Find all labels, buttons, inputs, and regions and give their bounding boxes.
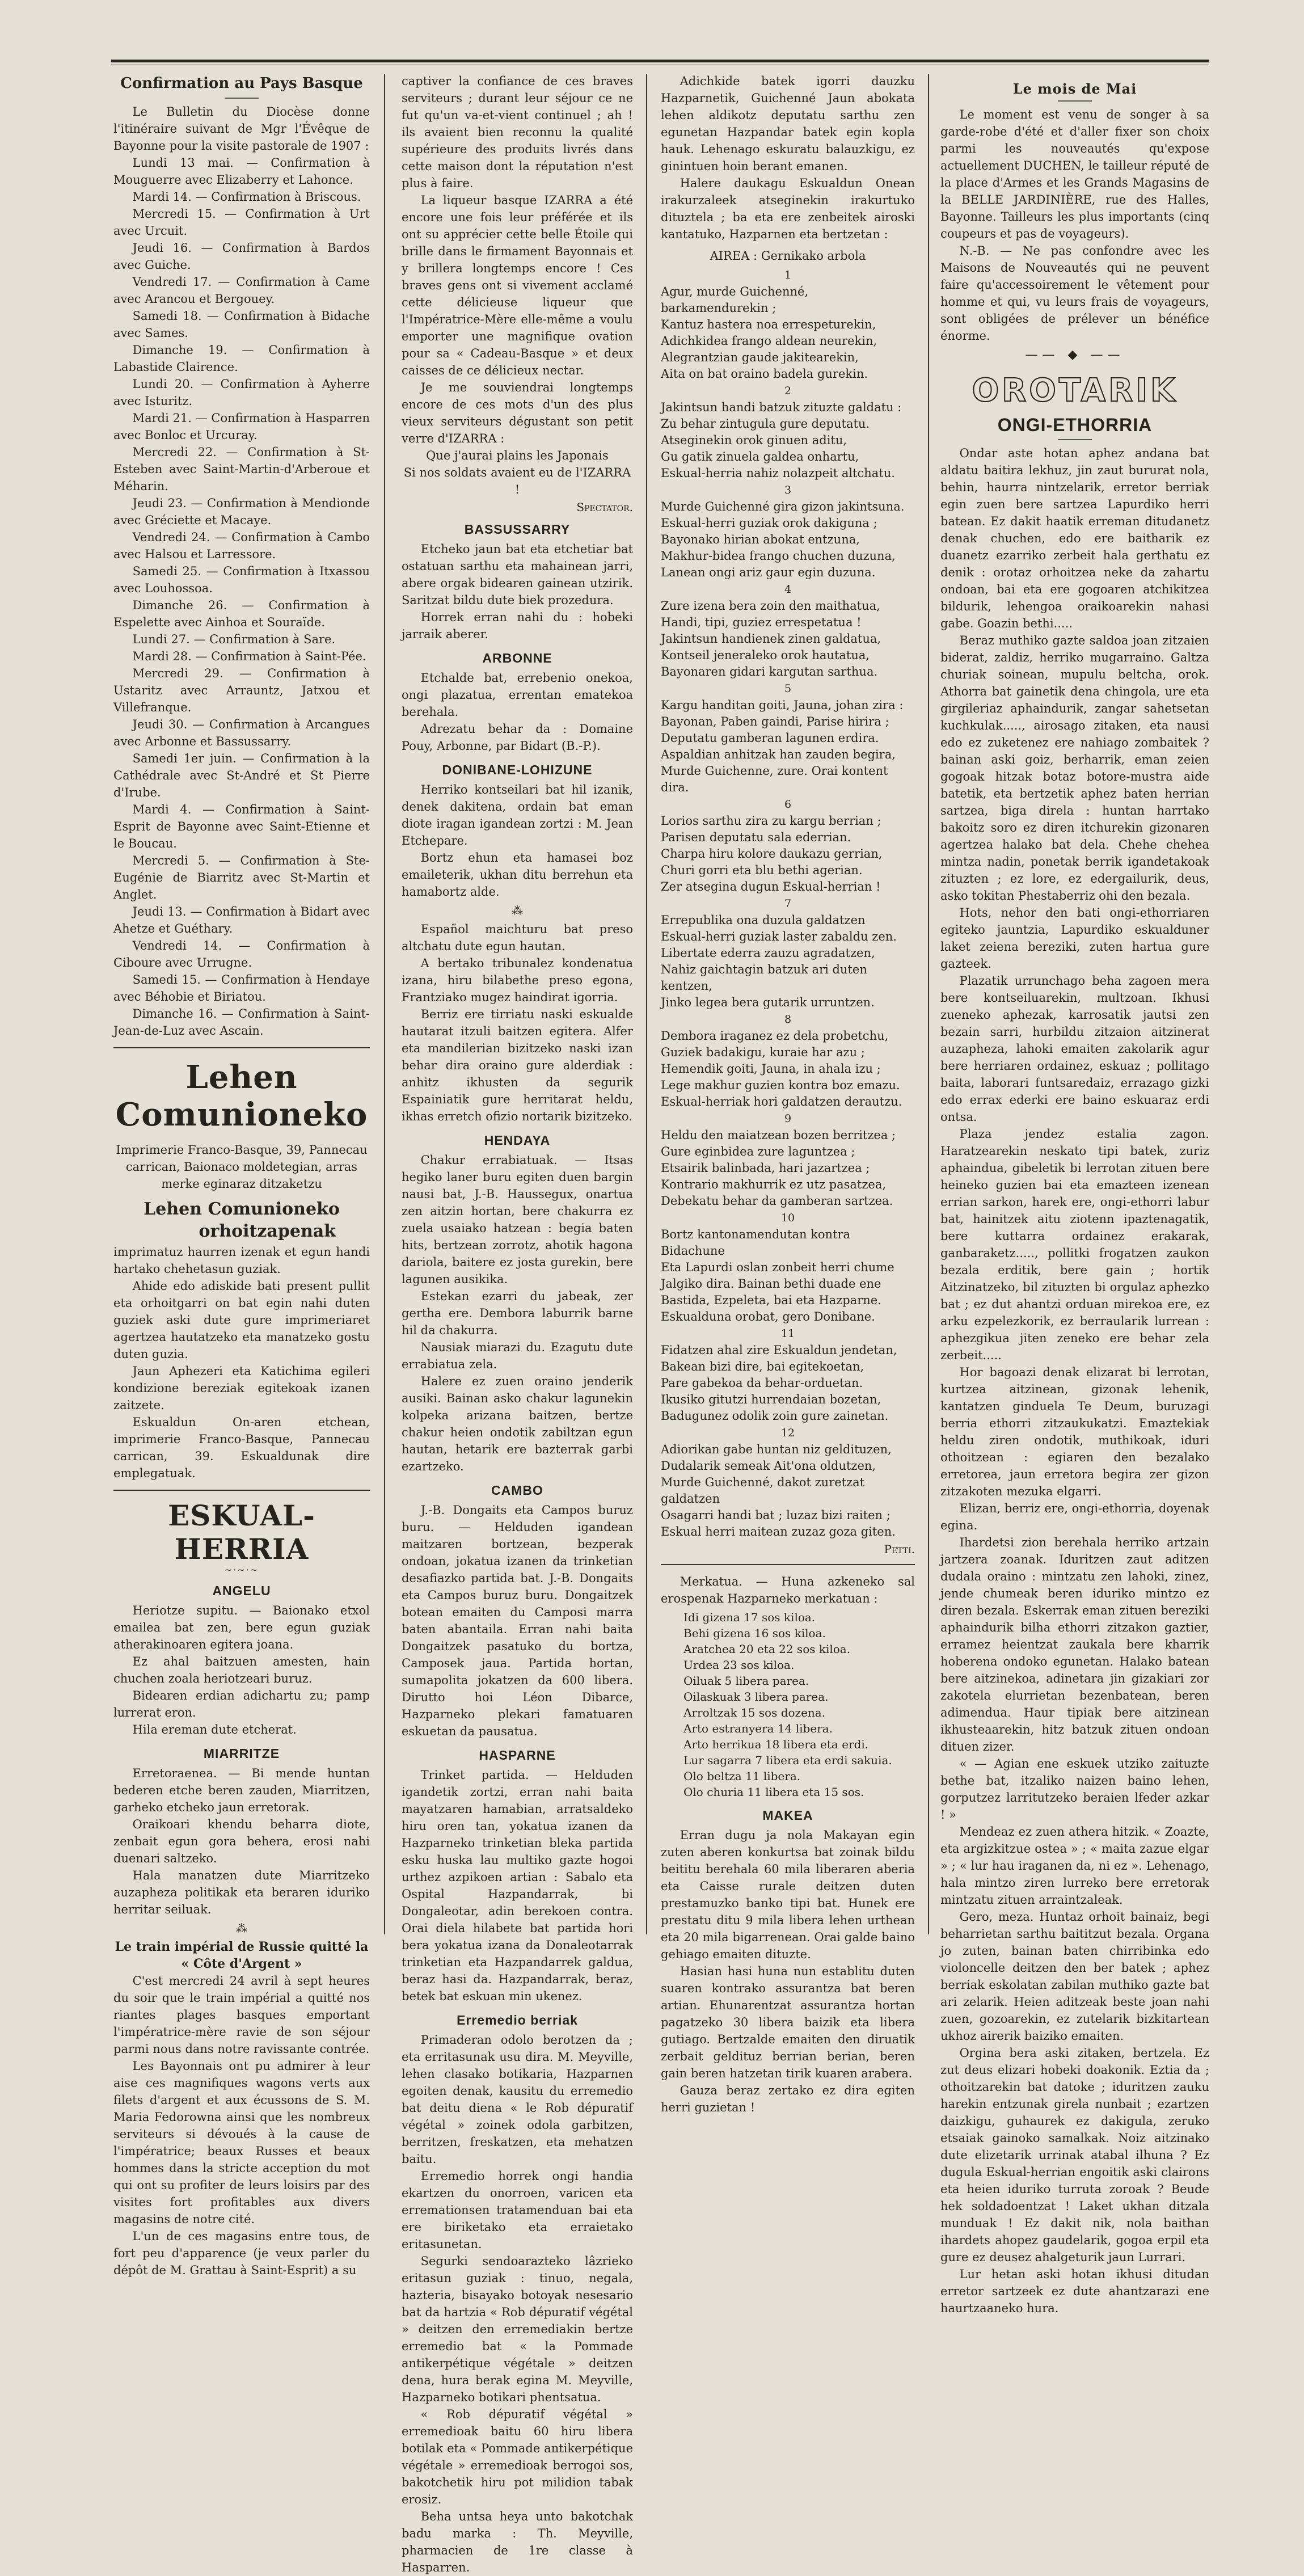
verse-line: Libertate ederra zauzu agradatzen,: [661, 946, 875, 960]
verse-line: Agur, murde Guichenné, barkamendurekin ;: [661, 285, 809, 315]
izarra-quote: Si nos soldats avaient eu de l'IZARRA !: [403, 466, 631, 496]
verse-number: 10: [780, 1212, 795, 1224]
verse-number: 4: [784, 583, 792, 596]
verse-line: Errepublika ona duzula galdatzen: [661, 913, 866, 927]
verse-line: Eskual-herri guziak laster zabaldu zen.: [661, 930, 897, 943]
train-title: Le train impérial de Russie quitté la « Côte d'Argent »: [115, 1940, 369, 1971]
verse-line: Alegrantzian gaude jakitearekin,: [661, 351, 859, 364]
price-item: Aratchea 20 eta 22 sos kiloa.: [683, 1642, 851, 1656]
section-rule: [113, 1047, 370, 1048]
verse-line: Hemendik goiti, Jauna, in ahala izu ;: [661, 1062, 881, 1076]
confirmation-list: [113, 154, 370, 1039]
verse-line: Eskual-herria nahiz nolazpeit altchatu.: [661, 466, 895, 480]
price-item: Arroltzak 15 sos dozena.: [683, 1706, 826, 1719]
ongi-text: Plazatik urrunchago beha zagoen mera bere kontseiluarekin, multzoan. Ikhusi zueneko aphezak, karrosatik jautsi zen bezain sarri, hurbildu zitzaion aitzinerat auzapheza, lahoki emaiten zakolarik agur bere herriaren ordainez, eskuaz ; pollitago baita, laborari funtsaredaiz, errazago gizki edo errax ederki ere baino eskuaraz erdi ontsa.: [940, 974, 1209, 1124]
verse-line: Adichkidea frango aldean neurekin,: [661, 334, 877, 348]
confirmation-item: Lundi 27. — Confirmation à Sare.: [132, 633, 336, 646]
confirmation-item: Samedi 1er juin. — Confirmation à la Cathédrale avec St-André et St Pierre d'Irube.: [113, 752, 370, 799]
izarra-quote: Que j'aurai plains les Japonais: [426, 449, 609, 462]
izarra-text: captiver la confiance de ces braves serviteurs ; durant leur séjour ce ne fut qu'un va-et-vient continuel ; ah ! ils avaient bien reconnu la qualité supérieure des produits livrés dans cette maison dont la réputation n'est plus à faire.: [402, 74, 633, 190]
price-item: Behi gizena 16 sos kiloa.: [683, 1626, 826, 1640]
signature: Spectator.: [576, 500, 633, 514]
verse-line: Jakintsun handi batzuk zituzte galdatu :: [661, 400, 902, 414]
verse-line: Dudalarik semeak Ait'ona oldutzen,: [661, 1459, 876, 1473]
ongi-text: Elizan, berriz ere, ongi-ethorria, doyenak egina.: [940, 1502, 1209, 1532]
erremedio-text: Segurki sendoarazteko lâzrieko eritasun guziak : tinuo, negala, hazteria, bisayako botoyak nesesario bat da hartzia « Rob dépuratif végétal » deitzen den erremediakin bertze erremedio bat « la Pommade antikerpétique végétale » deitzen dena, hura berak egina M. Meyville, Hazparneko botikari phentsatua.: [402, 2254, 633, 2404]
eskual-herria-title: ESKUAL-HERRIA: [168, 1499, 315, 1566]
masthead-rule: [111, 60, 1209, 62]
communion-imprimerie: Imprimerie Franco-Basque, 39, Pannecau carrican, Baionaco moldetegian, arras merke eginaraz ditzaketzu: [116, 1143, 368, 1191]
communion-text: imprimatuz haurren izenak et egun handi hartako chehetasun guziak.: [113, 1245, 370, 1276]
title-dash: [1058, 100, 1092, 102]
confirmation-item: Jeudi 16. — Confirmation à Bardos avec Guiche.: [113, 241, 370, 272]
section-rule: [661, 1564, 915, 1565]
verse-line: Dembora iraganez ez dela probetchu,: [661, 1029, 889, 1043]
orotarik-title: OROTARIK: [972, 372, 1178, 409]
verse-number: 9: [784, 1112, 792, 1125]
ongi-text: Ihardetsi zion berehala herriko artzain jartzera zoanak. Iduritzen zaut aditzen dudala oraino : mintzatu zen lahoki, zinez, jende chumeak beren iduriko mintzo ez diren bezala. Eskerrak eman zituen bereziki aphaindurik bilha ethorri zitzakon gaztier, erramez heientzat zaukala bere kharrik hoberena ondoko egunetan. Halako batean bere aitzinekoa, adinetara jin gizakiari zor zakotela elurrietan bezenbatean, beren adimendua. Haur tipiak bere aitzinean ikhusteaarekin, hitz batzuk zituen ondoan dituen zizer.: [940, 1536, 1209, 1753]
makea-text: Gauza beraz zertako ez dira egiten herri guzietan !: [661, 2084, 915, 2114]
verse-line: Kantuz hastera noa errespeturekin,: [661, 318, 876, 331]
verse-line: Churi gorri eta blu bethi agerian.: [661, 863, 863, 877]
verse-line: Zer atsegina dugun Eskual-herrian !: [661, 880, 881, 893]
confirmation-item: Mercredi 15. — Confirmation à Urt avec Urcuit.: [113, 207, 370, 238]
miarritze-text: Erretoraenea. — Bi mende huntan bederen etche beren zauden, Miarritzen, garheko etcheko jaun erretorak.: [113, 1766, 370, 1814]
verse-number: 6: [784, 798, 792, 811]
confirmation-item: Dimanche 16. — Confirmation à Saint-Jean-de-Luz avec Ascain.: [113, 1007, 370, 1038]
confirmation-item: Mercredi 5. — Confirmation à Ste-Eugénie de Biarritz avec St-Martin et Anglet.: [113, 854, 370, 901]
donibane-title: DONIBANE-LOHIZUNE: [442, 762, 593, 777]
verse-line: Bakean bizi dire, bai egitekoetan,: [661, 1360, 864, 1373]
confirmation-item: Vendredi 24. — Confirmation à Cambo avec Halsou et Larressore.: [113, 530, 370, 561]
verse-line: Badugunez odolik zoin gure zainetan.: [661, 1409, 889, 1423]
verse-number: 3: [784, 484, 792, 496]
ongi-text: « — Agian ene eskuek utziko zaituzte bethe bat, itzaliko naizen baino lehen, gorputzez larritutzeko beraien lfeder azkar ! »: [940, 1757, 1209, 1822]
verse-line: Eskual-herriak hori galdatzen derautzu.: [661, 1095, 902, 1108]
hendaya-text: Halere ez zuen oraino jenderik ausiki. Bainan asko chakur lagunekin kolpeka arizana baitzen, bertze chakur heien ondotik zabiltzan egun hautan, hetarik ere bazterrak garbi ezartzeko.: [402, 1375, 633, 1473]
hendaya-text: Nausiak miarazi du. Ezagutu dute errabiatua zela.: [402, 1340, 633, 1371]
confirmation-item: Vendredi 14. — Confirmation à Ciboure avec Urrugne.: [113, 939, 370, 969]
price-list: [661, 1609, 915, 1800]
verse-line: Zure izena bera zoin den maithatua,: [661, 599, 880, 613]
mois-text: N.-B. — Ne pas confondre avec les Maisons de Nouveautés qui ne peuvent faire qu'accessoirement le vêtement pour homme et qui, vu leurs frais de voyageurs, sont obligées de prélever un bénéfice énorme.: [940, 244, 1209, 343]
izarra-text: La liqueur basque IZARRA a été encore une fois leur préférée et ils ont su apprécier cette belle Étoile qui brille dans le firmament Bayonnais et y brillera longtemps encore ! Ces braves gens ont si vivement acclamé cette délicieuse liqueur que l'Impératrice-Mère elle-même a voulu emporter une magnifique ovation pour sa « Cadeau-Basque » et deux caisses de ce délicieux nectar.: [402, 193, 633, 377]
erremedio-text: Erremedio horrek ongi handia ekartzen du onorroen, varicen eta erremationsen tratamenduan bai eta ere biriketako eta erraietako eritasunetan.: [402, 2169, 633, 2251]
price-item: Olo beltza 11 libera.: [683, 1769, 801, 1783]
hendaya-title: HENDAYA: [484, 1133, 551, 1148]
angelu-text: Bidearen erdian adichartu zu; pamp lurrerat eron.: [113, 1689, 370, 1719]
confirmation-item: Samedi 18. — Confirmation à Bidache avec Sames.: [113, 309, 370, 340]
hendaya-text: Chakur errabiatuak. — Itsas hegiko laner buru egiten duen bargin nausi bat, J.-B. Haussegux, onartua zen aitzin hortan, bere chakurra ez zuela usaiako hatzean : begia baten hits, bertzean zorrotz, ahotik hagona dariola, baitere ez josta gurekin, bere lagunen ausikika.: [402, 1153, 633, 1286]
verses: [661, 269, 915, 1540]
ongi-text: Beraz muthiko gazte saldoa joan zitzaien biderat, zaldiz, herriko mugarraino. Galtza churiak soinean, mupulu beltcha, orok. Athorra bat gainetik dena chingola, ure eta girgileriaz aphaindurik, zangar sahetsetan kuchkulak....., airosago zitaken, eta nausi edo ez zuketenez ere nahiago zombaitek ? bainan aski goiz, berharrik, eman zeien gogoak hitzak botaz botore-mustra aide batetik, eta bertzetik aphez baten herrian sartzea, biga direla : huntan harrtako bakoitz soro ez diren itchurekin gizonaren agertzea halako bat dela. Chehe chehea mintza nadin, ponetak berrik igandetakoak zituzten ; ez lore, ez edergailurik, deus, asko tokitan Phestaberriz ohi den bezala.: [940, 634, 1209, 903]
verse-number: 7: [784, 897, 792, 910]
verse-line: Jakintsun handienek zinen galdatua,: [661, 632, 881, 646]
makea-text: Hasian hasi huna nun establitu duten suaren kontrako assurantza bat beren artian. Ehunarentzat assurantza hortan pagatzeko 30 libera baizik eta libera gutiago. Bertzalde emaiten den diruatik zerbait geldituz berrian berian, beren gain beren hatzetan tirik kuaren arabera.: [661, 1964, 915, 2080]
confirmation-item: Jeudi 13. — Confirmation à Bidart avec Ahetze et Guéthary.: [113, 905, 370, 935]
angelu-text: Heriotze supitu. — Baionako etxol emailea bat zen, bere egun guziak atherakinoaren egitera joana.: [113, 1604, 370, 1651]
verse-line: Murde Guichenné gira gizon jakintsuna.: [661, 500, 905, 513]
verse-number: 5: [784, 682, 792, 695]
communion-subtitle: Lehen Comunioneko: [144, 1199, 340, 1219]
ongi-text: Mendeaz ez zuen athera hitzik. « Zoazte, eta argizkitzue ostea » ; « maita zazue elgar » ; « lur hau iraganen da, ni ez ». Lehenago, hala mintzo ziren lurreko bere erretorak mintzatu zituen arraintzaleak.: [940, 1825, 1209, 1907]
price-item: Lur sagarra 7 libera eta erdi sakuia.: [683, 1753, 892, 1767]
mois-text: Le moment est venu de songer à sa garde-robe d'été et d'aller fixer son choix parmi les nouveautés qu'expose actuellement DUCHEN, le tailleur réputé de la place d'Armes et les Grands Magasins de la BELLE JARDINIÈRE, rue des Halles, Bayonne. Tailleurs les plus importants (cinq coupeurs et pas de voyageurs).: [940, 108, 1209, 241]
arbonne-title: ARBONNE: [482, 651, 552, 665]
verse-line: Pare gabekoa da behar-orduetan.: [661, 1376, 863, 1390]
erremedio-title: Erremedio berriak: [457, 2013, 578, 2027]
column-rule-2: [646, 74, 647, 1934]
verse-line: Bayonaren gidari kargutan sarthua.: [661, 665, 878, 678]
kopla-intro: Halere daukagu Eskualdun Onean irakurzaleek atseginekin irakurtuko dituztela ; ba eta ere zenbeitek airoski kantatuko, Hazparnen eta bertzetan :: [661, 176, 915, 241]
ongi-ethorria-title: ONGI-ETHORRIA: [997, 415, 1153, 435]
confirmation-item: Mardi 28. — Confirmation à Saint-Pée.: [132, 650, 366, 663]
verse-line: Eskual-herri guziak orok dakiguna ;: [661, 516, 877, 530]
separator: ⁂: [236, 1921, 247, 1935]
ornament: —— ◆ ——: [1025, 348, 1125, 362]
confirmation-item: Mardi 21. — Confirmation à Hasparren avec Bonloc et Urcuray.: [113, 411, 370, 442]
verse-line: Lege makhur guzien kontra boz emazu.: [661, 1078, 900, 1092]
bassussarry-text: Etcheko jaun bat eta etchetiar bat ostatuan sarthu eta mahainean jarri, abere orgak bidearen gainean utzirik. Saritzat bildu dute biek prozedura.: [402, 542, 633, 607]
bassussarry-text: Horrek erran nahi du : hobeki jarraik aberer.: [402, 610, 633, 641]
verse-number: 12: [780, 1427, 795, 1439]
verse-line: Osagarri handi bat ; luzaz bizi raiten ;: [661, 1508, 891, 1522]
erremedio-text: « Rob dépuratif végétal » erremedioak baitu 60 hiru libera botilak eta « Pommade antikerpétique végétale » erremedioak berrogoi sos, bakotchetik hiru pot milidion tabak erosiz.: [402, 2408, 633, 2506]
verse-line: Lorios sarthu zira zu kargu berrian ;: [661, 814, 881, 828]
arbonne-text: Etchalde bat, errebenio onekoa, ongi plazatua, errentan ematekoa berehala.: [402, 671, 633, 719]
column-4: [940, 73, 1209, 2315]
price-item: Oilaskuak 3 libera parea.: [683, 1690, 829, 1704]
donibane-text: Herriko kontseilari bat hil izanik, denek dakitena, ordain bat eman diote iragan igandean zortzi : M. Jean Etchepare.: [402, 783, 633, 848]
confirmation-item: Vendredi 17. — Confirmation à Came avec Arancou et Bergouey.: [113, 275, 370, 306]
makea-text: Erran dugu ja nola Makayan egin zuten aberen konkurtsa bat zoinak bildu beititu berehala 60 mila liberaren aberia eta Caisse rurale deitzen duten prestamuzko banko tipi bat. Hunek ere prestatu ditu 9 mila libera lehen urthean eta 20 mila bigarrenean. Orai galde baino gehiago emaiten dituzte.: [661, 1828, 915, 1961]
column-rule-3: [928, 74, 929, 1934]
erremedio-text: Beha untsa heya unto bakotchak badu marka : Th. Meyville, pharmacien de 1re classe à Hasparren.: [402, 2510, 633, 2574]
verse-line: Gure eginbidea zure laguntzea ;: [661, 1145, 855, 1158]
price-item: Olo churia 11 libera eta 15 sos.: [683, 1785, 864, 1799]
angelu-title: ANGELU: [212, 1583, 271, 1598]
donibane-text: Bortz ehun eta hamasei boz emaileterik, ukhan ditu berrehun eta hamabortz alde.: [402, 851, 633, 899]
verse-line: Fidatzen ahal zire Eskualdun jendetan,: [661, 1343, 897, 1357]
hasparne-text: Trinket partida. — Helduden igandetik zortzi, erran nahi baita mayatzaren hamabian, arratsaldeko hiru oren tan, yokatua izanen da Hazparneko trinketian bleka partida esku huska lau multiko gazte hogoi urthez azpikoen artian : Sabalo eta Ospital Hazpandarrak, bi Dongaleotar, adin berekoen contra. Orai diela hilabete bat partida hori bera yokatua izana da Donaleotarrak trinketian eta Hazpandarrek galdua, beraz hasi da. Hazpandarrak, beraz, betek bat eskuan min ukenez.: [402, 1768, 633, 2003]
column-3: [661, 73, 915, 2114]
verse-line: Guziek badakigu, kuraie har azu ;: [661, 1045, 865, 1059]
verse-line: Bayonan, Paben gaindi, Parise hirira ;: [661, 715, 889, 728]
ongi-text: Ondar aste hotan aphez andana bat aldatu baitira lekhuz, jin zaut bururat nola, behin, haurra nintzelarik, erretor berriak egin zuen bere sartzea Lapurdiko herri batean. Ez dakit haatik erreman ditudanetz denak chuchen, edo ere baitharik ez duanetz ezarriko zerbeit hala gerthatu ez denik : orotaz orhoitzea neke da zahartu ondoan, bai eta ere gogoaren atchikitzea bildurik, lehengoa oraikoarekin nahasi gabe. Goazin bethi.....: [940, 446, 1209, 630]
verse-line: Parisen deputatu sala ederrian.: [661, 830, 851, 844]
verse-line: Debekatu behar da gamberan sartzea.: [661, 1194, 893, 1208]
bassussarry-title: BASSUSSARRY: [464, 522, 571, 537]
verse-line: Kontseil jeneraleko orok hautatua,: [661, 648, 870, 662]
communion-text: Eskualdun On-aren etchean, imprimerie Franco-Basque, Pannecau carrican, 39. Eskualdunak dire emplegatuak.: [113, 1415, 370, 1480]
separator: ⁂: [512, 904, 523, 917]
verse-line: Murde Guichenne, zure. Orai kontent dira.: [661, 764, 888, 794]
confirmation-item: Mercredi 22. — Confirmation à St-Esteben avec Saint-Martin-d'Arberoue et Méharin.: [113, 445, 370, 493]
price-item: Arto estranyera 14 libera.: [683, 1722, 833, 1735]
confirmation-item: Lundi 20. — Confirmation à Ayherre avec Isturitz.: [113, 377, 370, 408]
verse-line: Lanean ongi ariz gaur egin duzuna.: [661, 566, 876, 579]
miarritze-title: MIARRITZE: [203, 1746, 280, 1761]
kopla-aire: AIREA : Gernikako arbola: [710, 249, 866, 263]
train-text: L'un de ces magasins entre tous, de fort peu d'apparence (je veux parler du dépôt de M. Grattau à Saint-Esprit) a su: [113, 2229, 370, 2277]
ongi-text: Hots, nehor den bati ongi-ethorriaren egiteko jauntzia, Lapurdiko eskualduner laket zeiena bereziki, zuten hartua gure gazteek.: [940, 906, 1209, 971]
communion-subtitle-2: orhoitzapenak: [199, 1221, 336, 1241]
verse-line: Zu behar zintugula gure deputatu.: [661, 417, 870, 431]
cambo-title: CAMBO: [491, 1483, 543, 1498]
verse-number: 1: [784, 269, 792, 281]
confirmation-item: Mardi 4. — Confirmation à Saint-Esprit de Bayonne avec Saint-Etienne et le Boucau.: [113, 803, 370, 850]
arbonne-text: Adrezatu behar da : Domaine Pouy, Arbonne, par Bidart (B.-P.).: [402, 722, 633, 753]
erremedio-text: Primaderan odolo berotzen da ; eta erritasunak usu dira. M. Meyville, lehen clasako botikaria, Hazparnen egoiten denak, kausitu du erremedio bat deitu diena « le Rob dépuratif végétal » zoinek odola garbitzen, berritzen, freskatzen, eta mehatzen baitu.: [402, 2033, 633, 2166]
verse-line: Deputatu gamberan lagunen erdira.: [661, 731, 879, 745]
title-dash: [1058, 439, 1092, 440]
verse-line: Heldu den maiatzean bozen berritzea ;: [661, 1128, 896, 1142]
price-item: Idi gizena 17 sos kiloa.: [683, 1610, 816, 1624]
verse-line: Nahiz gaichtagin batzuk ari duten kentzen,: [661, 963, 867, 993]
confirmation-item: Jeudi 23. — Confirmation à Mendionde avec Gréciette et Macaye.: [113, 496, 370, 527]
confirmation-item: Dimanche 19. — Confirmation à Labastide Clairence.: [113, 343, 370, 374]
ongi-text: Gero, meza. Huntaz orhoit bainaiz, begi beharrietan sarthu baititzut bezala. Organa jo zuten, bainan baten chirribinka edo violoncelle deitzen den ber batek ; aphez berriak eskolatan zabilan muthiko gazte bat ari zelarik. Heien aditzeak beste joan nahi zuen, gozoarekin, ez zutelarik bizkitartean ukhoz airerik baiziko emaiten.: [940, 1910, 1209, 2043]
confirmation-item: Mardi 14. — Confirmation à Briscous.: [132, 190, 361, 204]
ongi-text: Hor bagoazi denak elizarat bi lerrotan, kurtzea aitzinean, gizonak lehenik, kantatzen ginduela Te Deum, buruzagi berria ethorri zitzaukukatzi. Emaztekiak heldu ziren ondotik, muthikoak, iduri othoitzean : egiaren den bezalako erretorea, jaun erretora begira zer gizon zitzakoten mezuka elgarri.: [940, 1365, 1209, 1498]
verse-number: 8: [784, 1013, 792, 1026]
column-2: [402, 73, 633, 2574]
kopla-intro: Adichkide batek igorri dauzku Hazparnetik, Guichenné Jaun abokata lehen aldikotz deputatu sarthu zen egunetan Hazpandar batek egin kopla hauk. Lehenago eskuratu balauzkigu, ez ginintuen hoin berant emanen.: [661, 74, 915, 173]
price-item: Arto herrikua 18 libera eta erdi.: [683, 1738, 869, 1751]
ornament: ~·~·~: [224, 1565, 259, 1575]
verse-line: Etsairik balinbada, hari jazartzea ;: [661, 1161, 870, 1175]
verse-line: Bayonako hirian abokat entzuna,: [661, 533, 860, 546]
makea-title: MAKEA: [762, 1808, 813, 1823]
verse-line: Atseginekin orok ginuen aditu,: [661, 433, 847, 447]
verse-line: Charpa hiru kolore daukazu gerrian,: [661, 847, 883, 861]
column-1: [113, 73, 370, 2277]
communion-text: Ahide edo adiskide bati present pullit eta orhoitgarri on bat egin nahi duten guziek aski dute gure imprimeriaret agertzea hautatzeko eta manatzeko gostu duten guzia.: [113, 1279, 370, 1361]
price-item: Oiluak 5 libera parea.: [683, 1674, 809, 1688]
verse-line: Eskualduna orobat, gero Donibane.: [661, 1310, 875, 1323]
verse-line: Ikusiko gitutzi hurrendaian bozetan,: [661, 1393, 881, 1406]
communion-text: Jaun Aphezeri eta Katichima egileri kondizione bereziak egitekoak izanen zaitzete.: [113, 1364, 370, 1412]
hendaya-text: Estekan ezarri du jabeak, zer gertha ere. Dembora laburrik barne hil da chakurra.: [402, 1289, 633, 1337]
verse-line: Makhur-bidea frango chuchen duzuna,: [661, 549, 896, 563]
confirmation-item: Dimanche 26. — Confirmation à Espelette avec Ainhoa et Souraïde.: [113, 598, 370, 629]
verse-line: Handi, tipi, guziez errespetatua !: [661, 615, 862, 629]
mois-title: Le mois de Mai: [1012, 81, 1137, 97]
signature: Petti.: [884, 1542, 915, 1556]
verse-line: Kargu handitan goiti, Jauna, johan zira :: [661, 698, 904, 712]
angelu-text: Ez ahal baitzuen amesten, hain chuchen zoala heriotzeari buruz.: [113, 1655, 370, 1685]
verse-line: Eta Lapurdi oslan zonbeit herri chume: [661, 1260, 894, 1274]
confirmation-item: Samedi 15. — Confirmation à Hendaye avec Béhobie et Biriatou.: [113, 973, 370, 1004]
train-text: C'est mercredi 24 avril à sept heures du soir que le train impérial a quitté nos riantes plages basques emportant l'impératrice-mère ravie de son séjour parmi nous dans notre ravissante contrée.: [113, 1974, 370, 2056]
confirmation-title: Confirmation au Pays Basque: [120, 75, 363, 92]
miarritze-text: Oraikoari khendu beharra diote, zenbait egun gora behera, erosi nahi duenari saltzeko.: [113, 1818, 370, 1865]
confirmation-item: Samedi 25. — Confirmation à Itxassou avec Louhossoa.: [113, 564, 370, 595]
confirmation-item: Jeudi 30. — Confirmation à Arcangues avec Arbonne et Bassussarry.: [113, 718, 370, 748]
verse-line: Aspaldian anhitzak han zauden begira,: [661, 748, 896, 761]
donibane-text: Berriz ere tirriatu naski eskualde hautarat itzuli baitzen egitera. Alfer eta mandilerian bizitzeko naski izan behar dira oraino gure alderdiak : anhitz ikhusten da segurik Espainiatik gure herritarat heldu, ikhas erretch ofizio nortarik bizitzeko.: [402, 1007, 633, 1123]
verse-line: Eskual herri maitean zuzaz goza giten.: [661, 1525, 896, 1538]
ongi-text: Lur hetan aski hotan ikhusi ditudan erretor sartzeek ez dute ahantzarazi ene haurtzaaneko hura.: [940, 2267, 1209, 2315]
ongi-text: Orgina bera aski zitaken, bertzela. Ez zut deus elizari hobeki doakonik. Eztia da ; othoitzarekin bat datoke ; iduritzen zauku harekin entzunak girela nunbait ; ezartzen daizkigu, guhaurek ez dakigula, zeruko etsaiak gainoko samalkak. Noiz aitzinako dute elizetarik urrinak atabal ilhuna ? Ez dugula Eskual-herrian engoitik aski clairons eta heien iduriko turruta zoroak ? Beude hek soldadoentzat ! Laket ukhan ditzala munduak ! Ez dakit nik, nola baithan ihardets ahopez gaudelarik, gogoa erpil eta gure ez deusez ahalgeturik jaun Lurrari.: [940, 2046, 1209, 2264]
donibane-text: Español maichturu bat preso altchatu dute egun hautan.: [402, 922, 633, 953]
verse-line: Kontrario makhurrik ez utz pasatzea,: [661, 1178, 887, 1191]
angelu-text: Hila ereman dute etcherat.: [132, 1723, 297, 1736]
verse-line: Jalgiko dira. Bainan bethi duade ene: [661, 1277, 881, 1291]
verse-line: Aita on bat oraino badela gurekin.: [661, 367, 868, 381]
train-text: Les Bayonnais ont pu admirer à leur aise ces magnifiques wagons verts aux filets d'argent et aux écussons de S. M. Maria Fedorowna ainsi que les nombreux serviteurs si dévoués à la cause de l'impératrice; beaux Russes et beaux hommes dans la stricte acception du mot qui ont su profiter de leurs loisirs par des visites fort profitables aux divers magasins de notre cité.: [113, 2059, 370, 2226]
column-rule-1: [384, 74, 385, 1934]
section-rule: [113, 1490, 370, 1491]
verse-line: Jinko legea bera gutarik urruntzen.: [661, 996, 875, 1009]
verse-line: Murde Guichenné, dakot zuretzat galdatzen: [661, 1475, 865, 1506]
verse-number: 11: [780, 1327, 795, 1340]
communion-title: Lehen Comunioneko: [115, 1059, 368, 1133]
confirmation-intro: Le Bulletin du Diocèse donne l'itinéraire suivant de Mgr l'Évêque de Bayonne pour la visite pastorale de 1907 :: [113, 105, 370, 153]
verse-line: Bortz kantonamendutan kontra Bidachune: [661, 1228, 851, 1258]
izarra-text: Je me souviendrai longtemps encore de ces mots d'un des plus vieux serviteurs dégustant son petit verre d'IZARRA :: [402, 381, 633, 445]
verse-number: 2: [784, 385, 792, 397]
confirmation-item: Mercredi 29. — Confirmation à Ustaritz avec Arrauntz, Jatxou et Villefranque.: [113, 667, 370, 714]
price-item: Urdea 23 sos kiloa.: [683, 1658, 795, 1672]
hasparne-title: HASPARNE: [479, 1748, 556, 1763]
confirmation-item: Lundi 13 mai. — Confirmation à Mouguerre avec Elizaberry et Lahonce.: [113, 156, 370, 187]
cambo-text: J.-B. Dongaits eta Campos buruz buru. — Helduden igandean maitzaren bortzean, bezperak ondoan, jokatua izanen da trinketian desafiazko partida bat. J.-B. Dongaits eta Campos buruz buru. Dongaitzek botean emaiten du Camposi marra baten abantaila. Erran nahi baita Dongaitzek pasatuko du bortza, Camposek jaua. Partida hortan, sumapolita jokatzen da 600 libera. Dirutto hoi Léon Dibarce, Hazparneko plekari famatuaren eskuetan da pausatua.: [402, 1503, 633, 1738]
ongi-text: Plaza jendez estalia zagon. Haratzearekin neskato tipi batek, zuriz aphaindua, gibeletik bi lerrotan zituen bere heineko guzien bai eta emazteen izenean errian sarkon, harek ere, ongi-ethorri labur bat, hainitzek aitu ziotenn ipaztenagatik, bere kuttarra ordainez erakarak, ganbaraketz....., pollitki frogatzen zaukon bezala erditik, bere gain ; hortik Aitzinatzeko, bil zituzten bi orgulaz aphezko bat ; ez dut ahantzi orduan mirekoa ere, ez arku ezpelezkorik, ez berraularik lurrean : aphezgikua jiten zeneko ere behar zela zerbeit.....: [940, 1127, 1209, 1362]
miarritze-text: Hala manatzen dute Miarritzeko auzapheza politikak eta beraren iduriko herritar seiluak.: [113, 1869, 370, 1916]
merkatua-text: Merkatua. — Huna azkeneko sal erospenak Hazparneko merkatuan :: [661, 1575, 915, 1605]
verse-line: Gu gatik zinuela galdea onhartu,: [661, 450, 859, 463]
title-dash: [225, 98, 259, 99]
verse-line: Adiorikan gabe huntan niz geldituzen,: [661, 1443, 892, 1456]
donibane-text: A bertako tribunalez kondenatua izana, hiru bilabethe preso egona, Frantziako mugez haindirat igorria.: [402, 956, 633, 1004]
verse-line: Bastida, Ezpeleta, bai eta Hazparne.: [661, 1293, 881, 1307]
